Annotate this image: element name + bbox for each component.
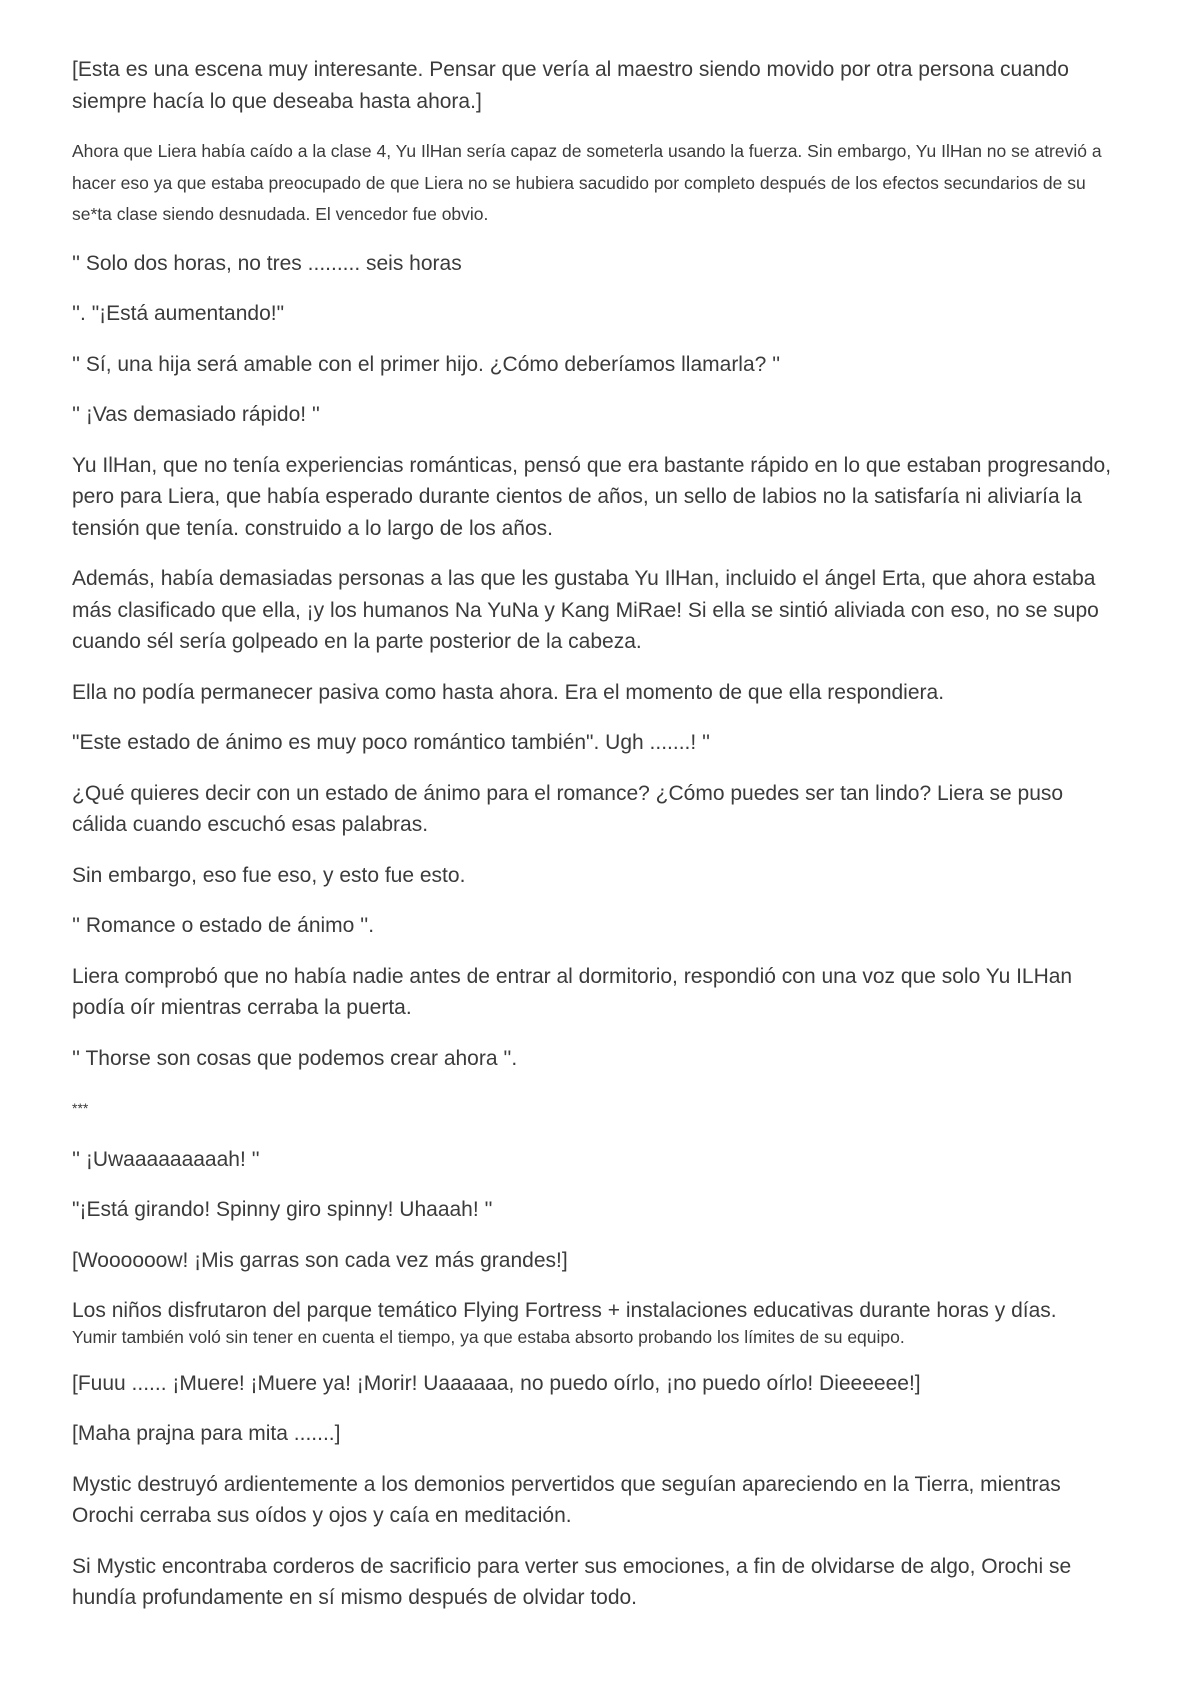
paragraph: [Woooooow! ¡Mis garras son cada vez más grandes!]: [72, 1248, 568, 1272]
paragraph: ¿Qué quieres decir con un estado de ánimo para el romance? ¿Cómo puedes ser tan lindo? Liera se puso cálida cuando escuchó esas palabras.: [72, 781, 1064, 836]
paragraph: '' Thorse son cosas que podemos crear ahora ''.: [72, 1046, 518, 1070]
paragraph: '' ¡Vas demasiado rápido! '': [72, 403, 320, 426]
paragraph: Si Mystic encontraba corderos de sacrificio para verter sus emociones, a fin de olvidarse de algo, Orochi se hundía profundamente en sí mismo después de olvidar todo.: [72, 1554, 1072, 1609]
paragraph: Liera comprobó que no había nadie antes de entrar al dormitorio, respondió con una voz que solo Yu ILHan podía oír mientras cerraba la puerta.: [72, 964, 1073, 1019]
paragraph: Ahora que Liera había caído a la clase 4, Yu IlHan sería capaz de someterla usando la fuerza. Sin embargo, Yu IlHan no se atrevió a hacer eso ya que estaba preocupado de que Liera no se hubiera sacudido por completo después de los efectos secundarios de su se*ta clase siendo desnudada. El vencedor fue obvio.: [72, 141, 1102, 224]
paragraph: [Esta es una escena muy interesante. Pensar que vería al maestro siendo movido por otra persona cuando siempre hacía lo que deseaba hasta ahora.]: [72, 58, 1069, 113]
paragraph: ''. "¡Está aumentando!": [72, 302, 285, 325]
paragraph: Además, había demasiadas personas a las que les gustaba Yu IlHan, incluido el ángel Erta, que ahora estaba más clasificado que ella, ¡y los humanos Na YuNa y Kang MiRae! Si ella se sintió aliviada con eso, no se supo cuando sél sería golpeado en la parte posterior de la cabeza.: [72, 567, 1099, 653]
paragraph: Mystic destruyó ardientemente a los demonios pervertidos que seguían apareciendo en la Tierra, mientras Orochi cerraba sus oídos y ojos y caía en meditación.: [72, 1472, 1061, 1527]
paragraph: "Este estado de ánimo es muy poco romántico también". Ugh .......! '': [72, 731, 711, 754]
paragraph: Los niños disfrutaron del parque temático Flying Fortress + instalaciones educativas durante horas y días.: [72, 1299, 1057, 1322]
paragraph: "¡Está girando! Spinny giro spinny! Uhaaah! '': [72, 1198, 493, 1221]
paragraph: Yu IlHan, que no tenía experiencias románticas, pensó que era bastante rápido en lo que estaban progresando, pero para Liera, que había esperado durante cientos de años, un sello de labios no la satisfaría ni aliviaría la tensión que tenía. construido a lo largo de los años.: [72, 453, 1112, 540]
paragraph: '' ¡Uwaaaaaaaaah! '': [72, 1147, 260, 1171]
paragraph: [Fuuu ...... ¡Muere! ¡Muere ya! ¡Morir! Uaaaaaa, no puedo oírlo, ¡no puedo oírlo! Dieeeeee!]: [72, 1371, 921, 1395]
paragraph: '' Romance o estado de ánimo ''.: [72, 914, 375, 937]
paragraph: Ella no podía permanecer pasiva como hasta ahora. Era el momento de que ella respondiera.: [72, 680, 945, 704]
paragraph: '' Solo dos horas, no tres ......... seis horas: [72, 251, 462, 275]
paragraph: Yumir también voló sin tener en cuenta el tiempo, ya que estaba absorto probando los límites de su equipo.: [72, 1326, 905, 1347]
scene-break: ***: [72, 1100, 89, 1116]
paragraph: Sin embargo, eso fue eso, y esto fue esto.: [72, 863, 466, 887]
document-page: [72, 54, 1122, 1633]
paragraph: [Maha prajna para mita .......]: [72, 1422, 341, 1445]
paragraph: '' Sí, una hija será amable con el primer hijo. ¿Cómo deberíamos llamarla? '': [72, 352, 781, 376]
